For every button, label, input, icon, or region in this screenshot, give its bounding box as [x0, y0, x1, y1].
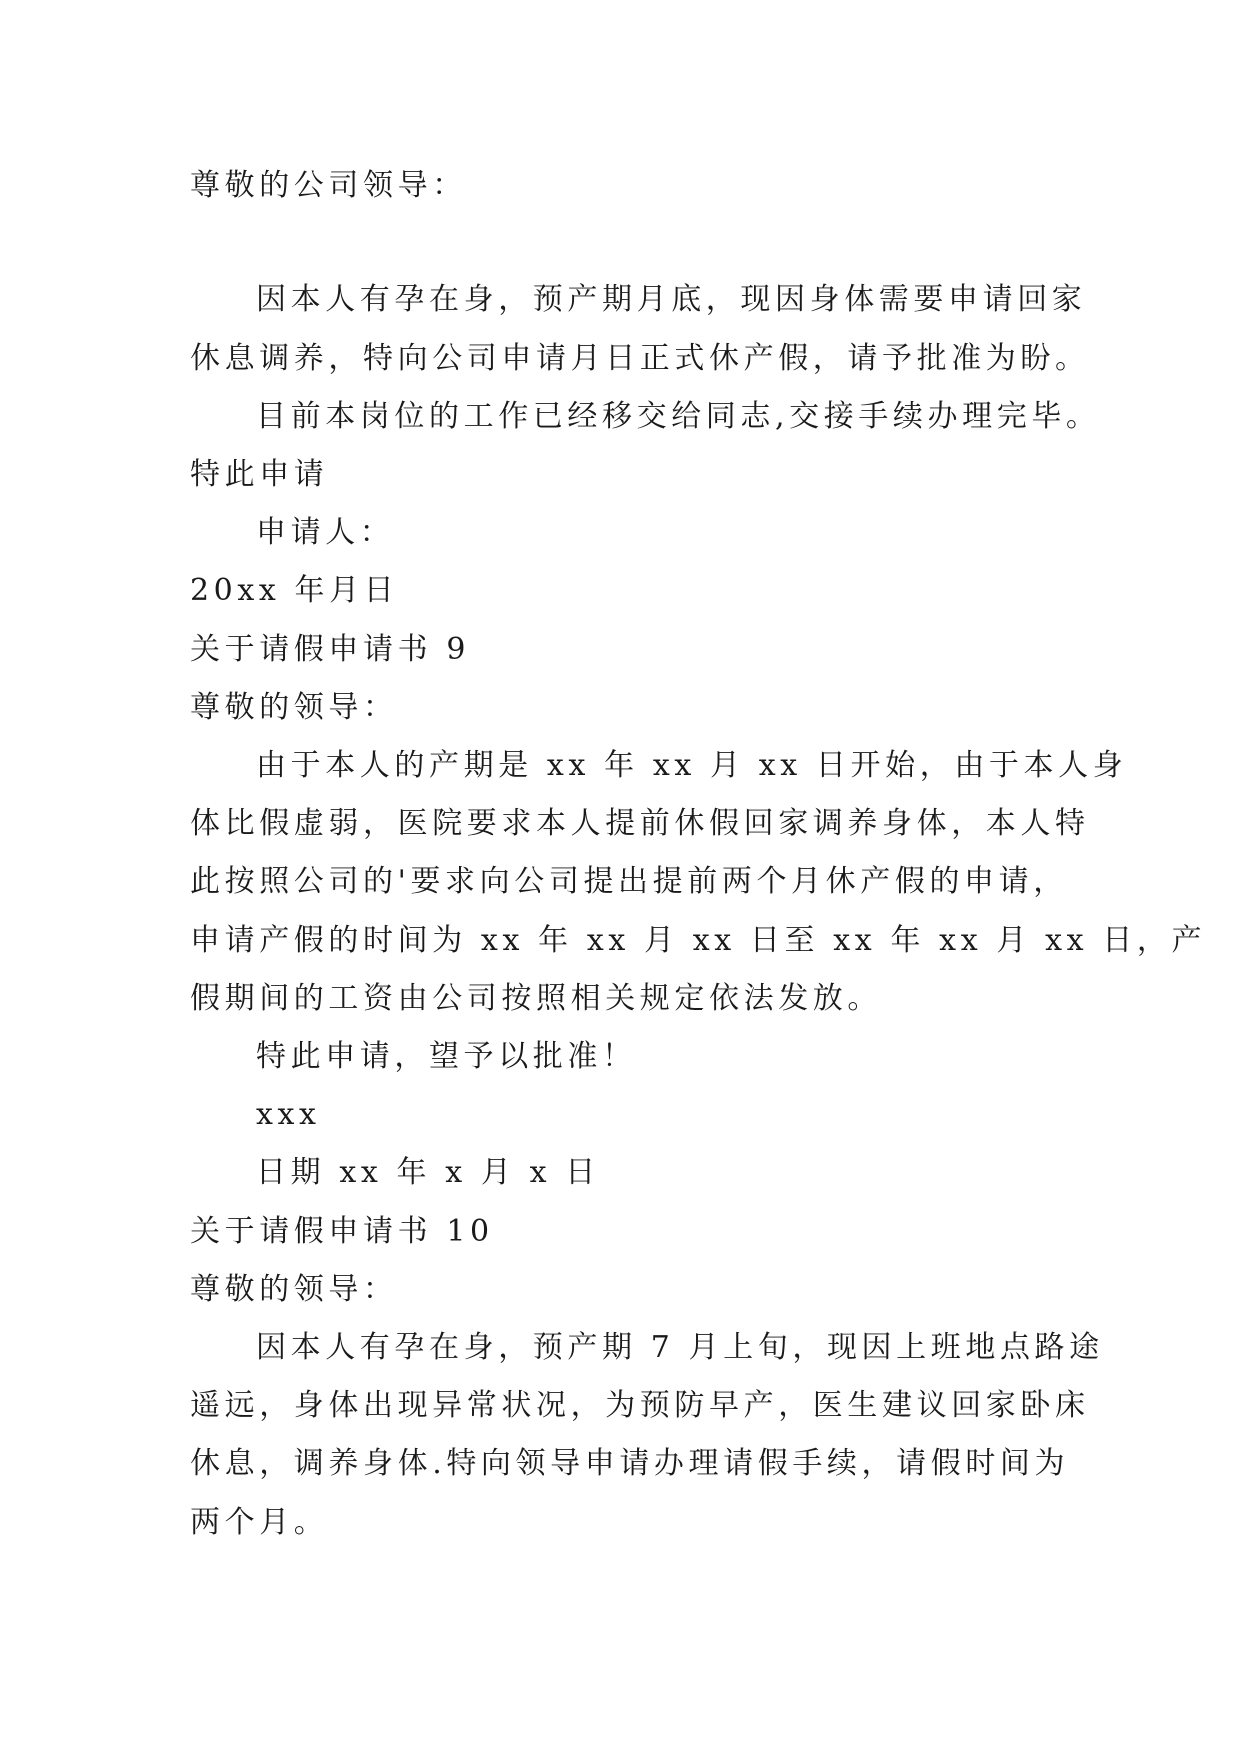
paragraph-line: 申请产假的时间为 xx 年 xx 月 xx 日至 xx 年 xx 月 xx 日，产 — [190, 923, 1207, 958]
section-heading-10: 关于请假申请书 10 — [190, 1214, 494, 1249]
date-line: 20xx 年月日 — [190, 573, 399, 608]
section-heading-9: 关于请假申请书 9 — [190, 632, 471, 667]
signature-line: xxx — [256, 1097, 321, 1132]
paragraph-line: 休息调养，特向公司申请月日正式休产假，请予批准为盼。 — [190, 341, 1090, 376]
salutation-leader: 尊敬的领导： — [190, 690, 398, 725]
paragraph-line: 体比假虚弱，医院要求本人提前休假回家调养身体，本人特 — [190, 806, 1090, 841]
paragraph-line: 假期间的工资由公司按照相关规定依法发放。 — [190, 981, 882, 1016]
paragraph-line: 休息，调养身体.特向领导申请办理请假手续，请假时间为 — [190, 1446, 1070, 1481]
closing-line: 特此申请 — [190, 457, 329, 492]
paragraph-line: 由于本人的产期是 xx 年 xx 月 xx 日开始，由于本人身 — [256, 748, 1128, 783]
date-line: 日期 xx 年 x 月 x 日 — [256, 1155, 600, 1190]
paragraph-line: 两个月。 — [190, 1505, 329, 1540]
applicant-label: 申请人： — [256, 515, 395, 550]
paragraph-line: 因本人有孕在身，预产期 7 月上旬，现因上班地点路途 — [256, 1330, 1104, 1365]
paragraph-line: 遥远，身体出现异常状况，为预防早产，医生建议回家卧床 — [190, 1388, 1090, 1423]
salutation-leader: 尊敬的领导： — [190, 1272, 398, 1307]
paragraph-line: 因本人有孕在身，预产期月底，现因身体需要申请回家 — [256, 282, 1087, 317]
closing-line: 特此申请，望予以批准！ — [256, 1039, 637, 1074]
paragraph-line: 此按照公司的'要求向公司提出提前两个月休产假的申请， — [190, 864, 1068, 899]
paragraph-line: 目前本岗位的工作已经移交给同志,交接手续办理完毕。 — [256, 399, 1101, 434]
salutation-company-leader: 尊敬的公司领导： — [190, 168, 467, 203]
